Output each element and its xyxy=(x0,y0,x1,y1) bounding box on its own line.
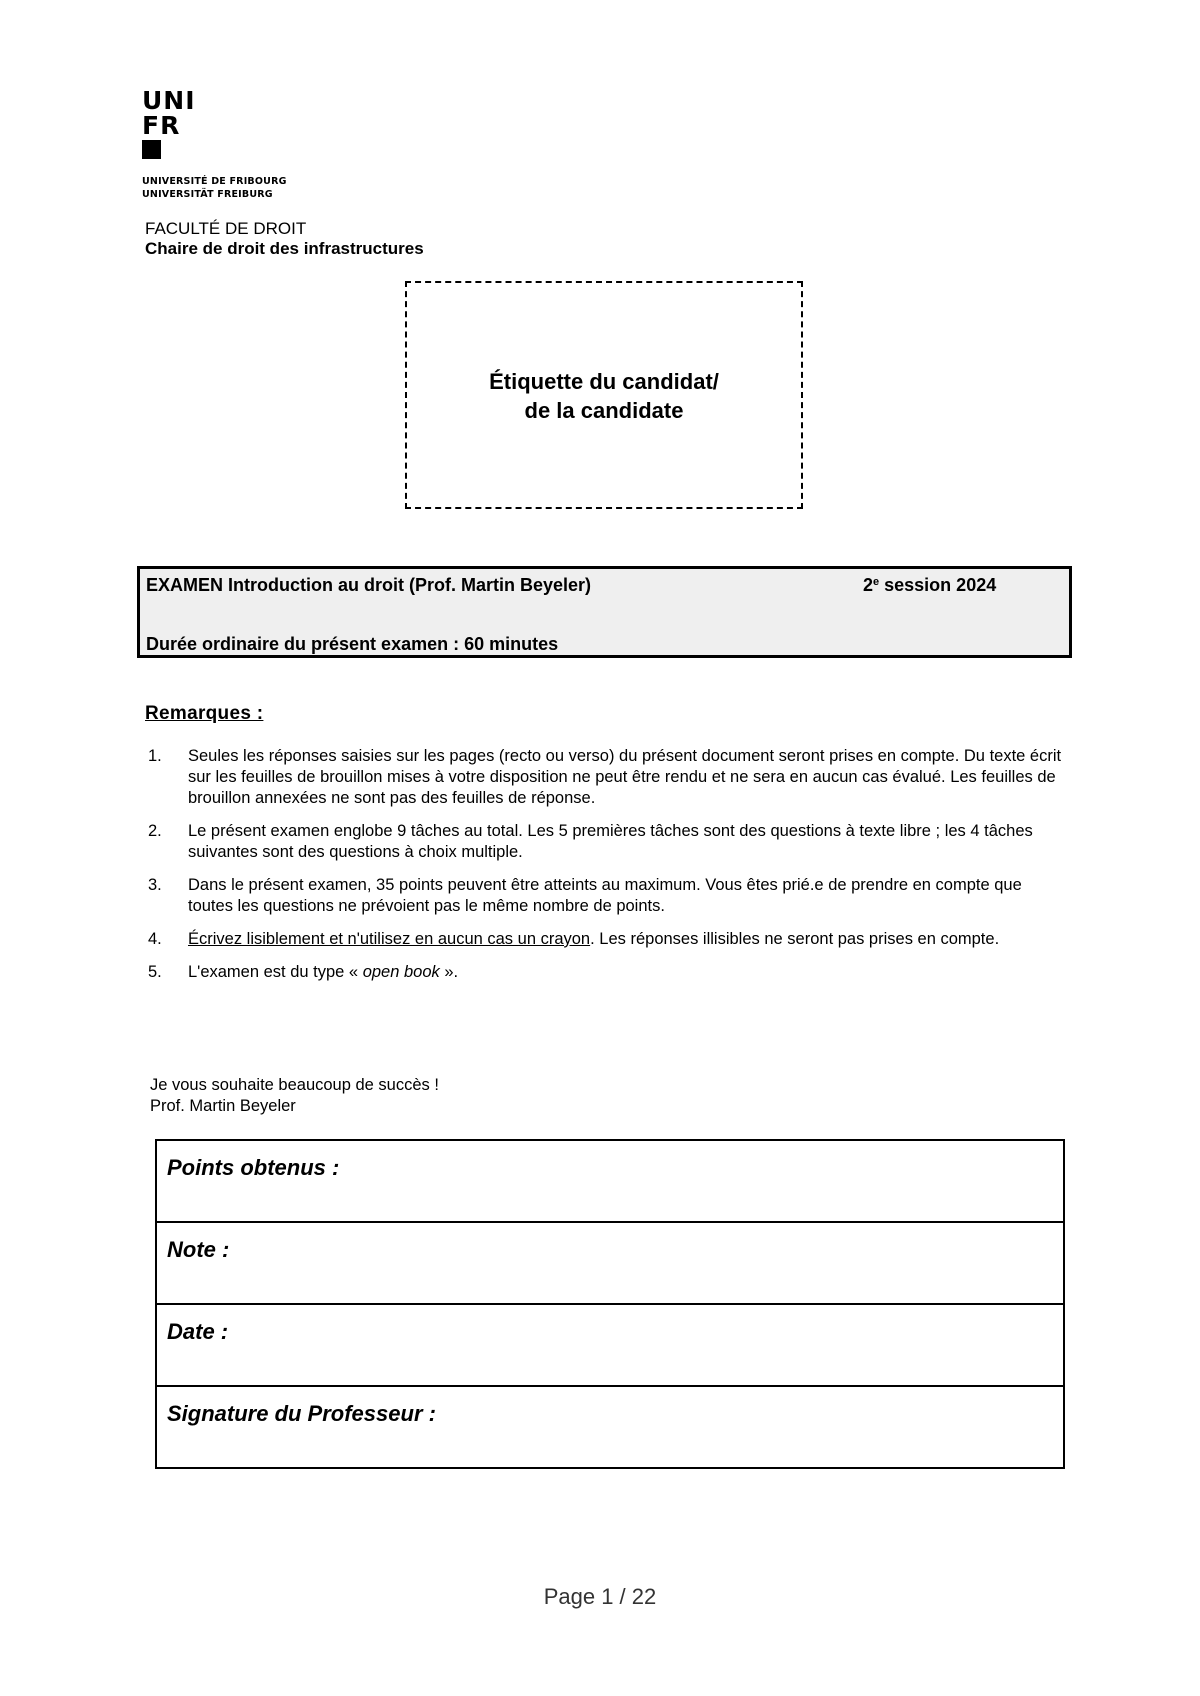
exam-session xyxy=(863,574,996,596)
university-logo xyxy=(142,88,322,201)
remarks-list xyxy=(148,746,1068,995)
remark-text: Seules les réponses saisies sur les pages (recto ou verso) du présent document seront prises en compte. Du texte écrit sur les feuilles de brouillon mises à votre disposition ne peut être rendu et ne sera en aucun cas évalué. Les feuilles de brouillon annexées ne sont pas des feuilles de réponse. xyxy=(188,747,1062,807)
grading-table xyxy=(155,1139,1065,1469)
remark-item xyxy=(148,746,1068,809)
grading-label: Signature du Professeur : xyxy=(167,1401,436,1426)
grading-label: Points obtenus : xyxy=(167,1155,340,1180)
remark-number: 2. xyxy=(148,822,162,840)
logo-uni-text: UNI xyxy=(142,86,196,115)
grading-label: Note : xyxy=(167,1237,230,1262)
session-number: 2 xyxy=(863,575,874,595)
remark-item xyxy=(148,875,1068,917)
session-superscript: e xyxy=(873,576,880,588)
grading-row-signature xyxy=(157,1387,1063,1467)
remark-item xyxy=(148,962,1068,983)
logo-university-names xyxy=(142,175,322,201)
grading-label: Date : xyxy=(167,1319,229,1344)
session-year: session 2024 xyxy=(879,575,997,595)
exam-duration: Durée ordinaire du présent examen : 60 minutes xyxy=(146,634,559,654)
remark-text-after: ». xyxy=(439,963,459,981)
grading-row-note xyxy=(157,1223,1063,1305)
remark-number: 4. xyxy=(148,930,162,948)
remarks-heading: Remarques : xyxy=(145,703,264,724)
candidate-label-line1: Étiquette du candidat/ xyxy=(489,369,719,394)
remark-number: 3. xyxy=(148,876,162,894)
closing-signature-name: Prof. Martin Beyeler xyxy=(150,1097,296,1115)
grading-row-date xyxy=(157,1305,1063,1387)
remark-item xyxy=(148,929,1068,950)
grading-row-points xyxy=(157,1141,1063,1223)
candidate-label-line2: de la candidate xyxy=(524,398,684,423)
logo-fr-text: FR xyxy=(142,111,181,140)
closing-wish: Je vous souhaite beaucoup de succès ! xyxy=(150,1076,439,1094)
remark-underlined-text: Écrivez lisiblement et n'utilisez en aucun cas un crayon xyxy=(188,930,591,948)
remark-text-before: L'examen est du type « xyxy=(188,963,363,981)
remark-italic-text: open book xyxy=(362,963,440,981)
candidate-label-box xyxy=(405,281,803,509)
exam-title: EXAMEN Introduction au droit (Prof. Martin Beyeler) xyxy=(146,575,592,595)
logo-name-fr: UNIVERSITÉ DE FRIBOURG xyxy=(142,176,287,187)
page-number: Page 1 / 22 xyxy=(543,1584,657,1609)
remark-text: . Les réponses illisibles ne seront pas prises en compte. xyxy=(590,930,1000,948)
logo-name-de: UNIVERSITÄT FREIBURG xyxy=(142,189,273,200)
chair-name: Chaire de droit des infrastructures xyxy=(145,239,424,258)
remark-number: 5. xyxy=(148,963,162,981)
remark-item xyxy=(148,821,1068,863)
faculty-name: FACULTÉ DE DROIT xyxy=(145,219,307,238)
remark-number: 1. xyxy=(148,747,162,765)
candidate-label-text xyxy=(489,367,719,425)
logo-square-icon xyxy=(142,140,161,159)
remark-text: Dans le présent examen, 35 points peuvent être atteints au maximum. Vous êtes prié.e de prendre en compte que toutes les questions ne prévoient pas le même nombre de points. xyxy=(188,876,1022,915)
closing-message xyxy=(150,1075,439,1117)
remark-text: Le présent examen englobe 9 tâches au total. Les 5 premières tâches sont des questions à texte libre ; les 4 tâches suivantes sont des questions à choix multiple. xyxy=(188,822,1033,861)
exam-info-box xyxy=(137,566,1072,658)
